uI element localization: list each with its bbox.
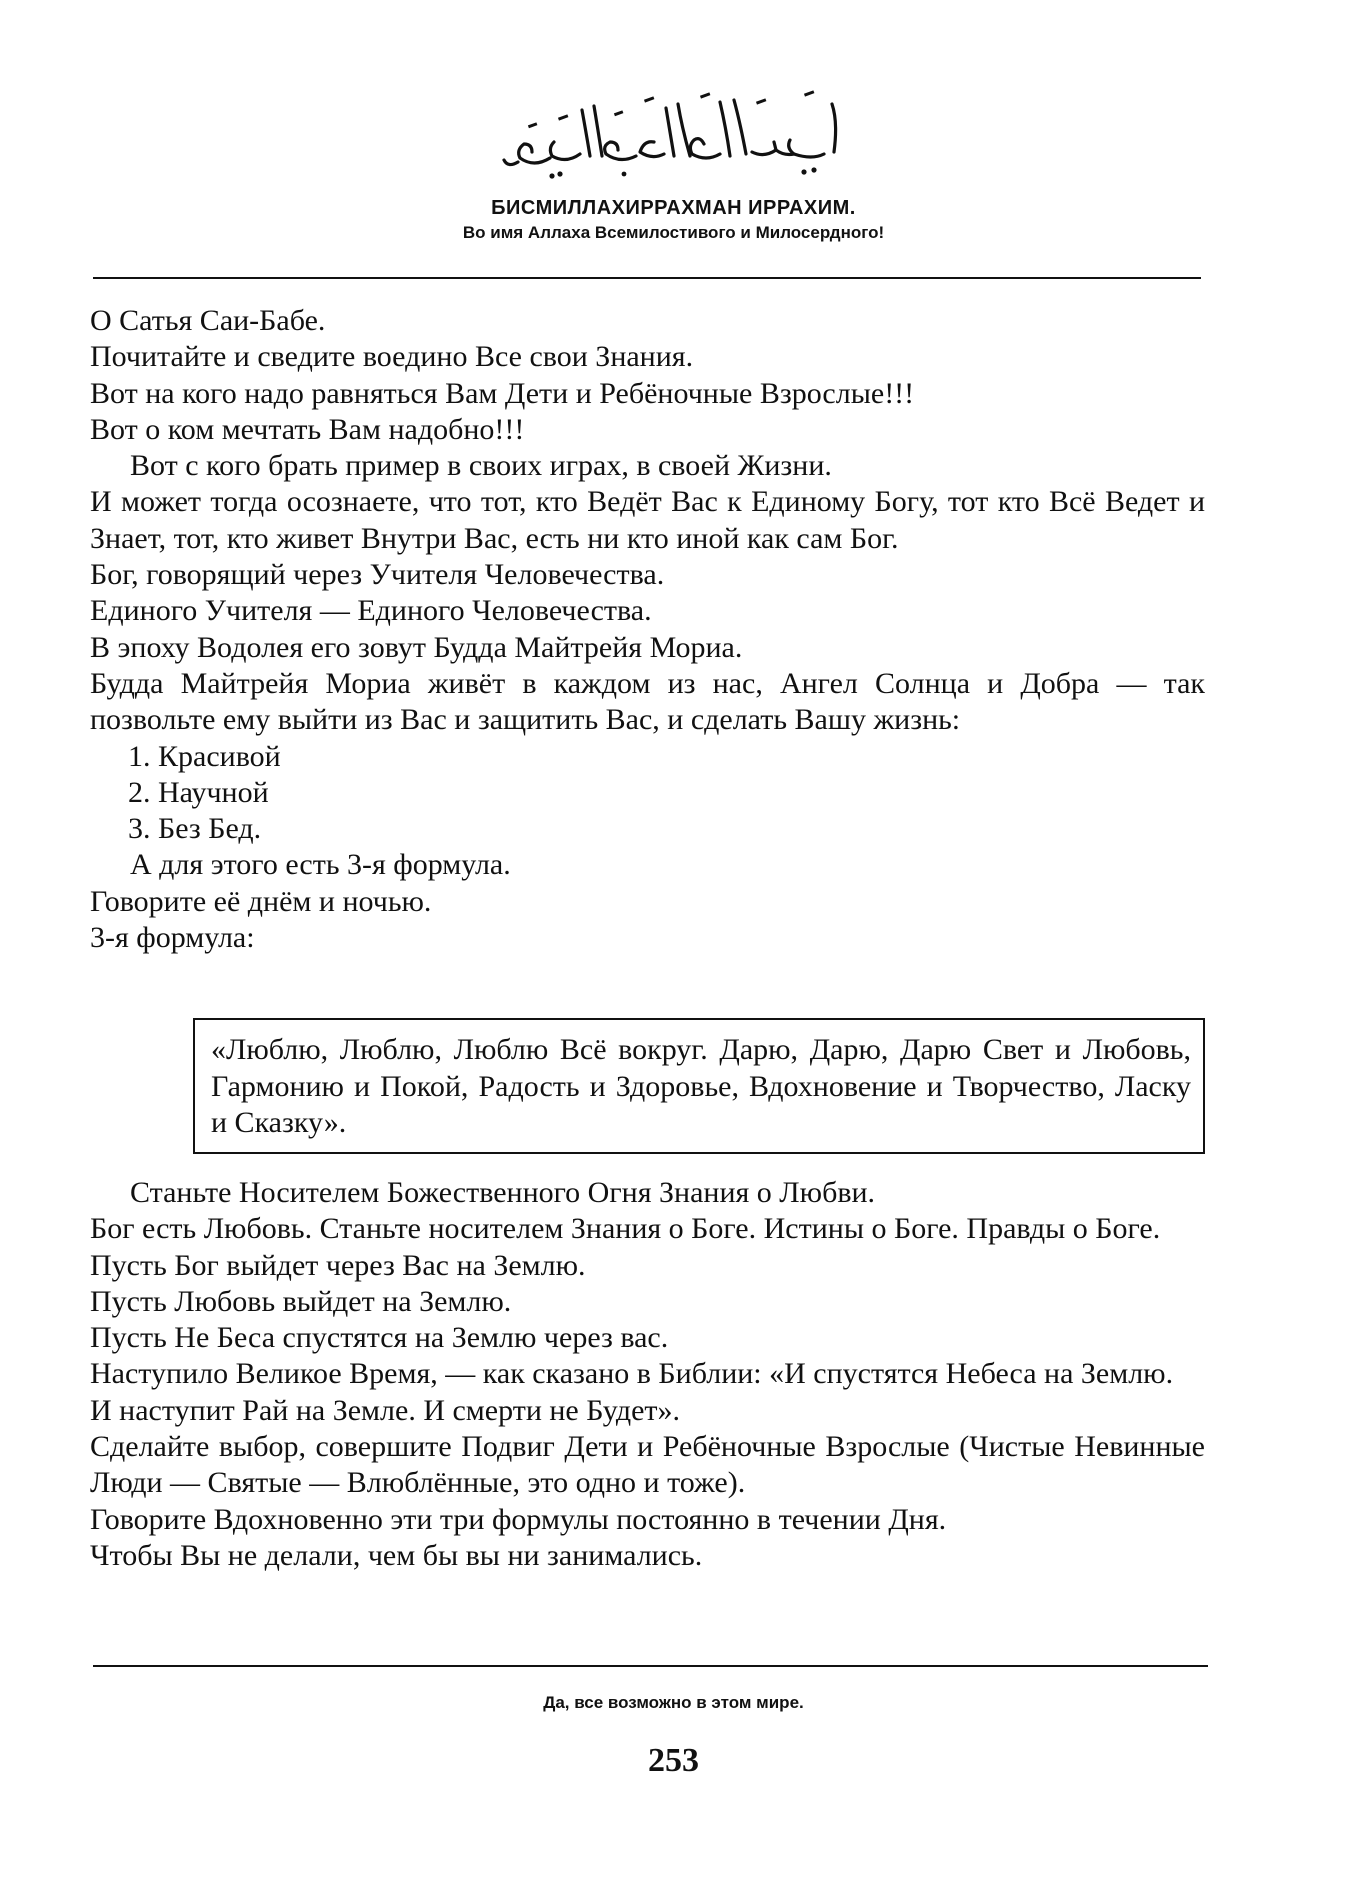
page-header [0,82,1347,244]
paragraph: Единого Учителя — Единого Человечества. [90,594,652,628]
footer-divider [93,1665,1208,1667]
paragraph: В эпоху Водолея его зовут Будда Майтрейя Мориа. [90,630,743,664]
paragraph: И наступит Рай на Земле. И смерти не Будет». [90,1393,681,1427]
numbered-list [90,739,1205,848]
formula-text: «Люблю, Люблю, Люблю Всё вокруг. Дарю, Дарю, Дарю Свет и Любовь, Гармонию и Покой, Радость и Здоровье, Вдохновение и Творчество, Ласку и Сказку». [211,1033,1191,1139]
paragraph: Чтобы Вы не делали, чем бы вы ни занимались. [90,1538,703,1572]
paragraph: И может тогда осознаете, что тот, кто Ведёт Вас к Единому Богу, тот кто Всё Ведет и Знает, тот, кто живет Внутри Вас, есть ни кто иной как сам Бог. [90,485,1205,555]
paragraph: Говорите Вдохновенно эти три формулы постоянно в течении Дня. [90,1502,947,1536]
indented-line: Станьте Носителем Божественного Огня Знания о Любви. [130,1176,876,1209]
footer-motto: Да, все возможно в этом мире. [543,1693,804,1712]
main-text-section-1 [90,303,1205,956]
paragraph: Бог, говорящий через Учителя Человечества. [90,558,665,592]
formula-box [193,1018,1205,1154]
list-item: 2. Научной [128,775,269,809]
indented-line: Вот с кого брать пример в своих играх, в своей Жизни. [130,449,832,483]
paragraph: Пусть Не Беса спустятся на Землю через вас. [90,1321,669,1355]
text-line: Вот о ком мечтать Вам надобно!!! [90,412,525,446]
indented-line: А для этого есть 3-я формула. [130,848,511,882]
text-line: Вот на кого надо равняться Вам Дети и Ребёночные Взрослые!!! [90,376,915,410]
paragraph: Бог есть Любовь. Станьте носителем Знания о Боге. Истины о Боге. Правды о Боге. [90,1212,1161,1246]
bismillah-calligraphy [494,82,854,182]
paragraph: Пусть Бог выйдет через Вас на Землю. [90,1248,586,1282]
paragraph: Наступило Великое Время, — как сказано в Библии: «И спустятся Небеса на Землю. [90,1357,1174,1391]
header-subtitle: Во имя Аллаха Всемилостивого и Милосердного! [462,223,885,242]
paragraph: Будда Майтрейя Мориа живёт в каждом из нас, Ангел Солнца и Добра — так позвольте ему выйти из Вас и защитить Вас, и сделать Вашу жизнь: [90,666,1205,737]
text-line: О Сатья Саи-Бабе. [90,304,326,337]
text-line: Говорите её днём и ночью. [90,884,432,918]
text-line: Почитайте и сведите воедино Все свои Знания. [90,340,694,374]
header-divider [93,277,1201,279]
header-title: БИСМИЛЛАХИРРАХМАН ИРРАХИМ. [491,197,856,219]
paragraph: Пусть Любовь выйдет на Землю. [90,1284,512,1318]
list-item: 1. Красивой [128,739,281,773]
paragraph: Сделайте выбор, совершите Подвиг Дети и Ребёночные Взрослые (Чистые Невинные Люди — Святые — Влюблённые, это одно и тоже). [90,1430,1205,1500]
list-item: 3. Без Бед. [128,812,262,846]
main-text-section-2 [90,1175,1205,1574]
text-line: 3-я формула: [90,921,255,955]
page-number: 253 [648,1742,699,1779]
